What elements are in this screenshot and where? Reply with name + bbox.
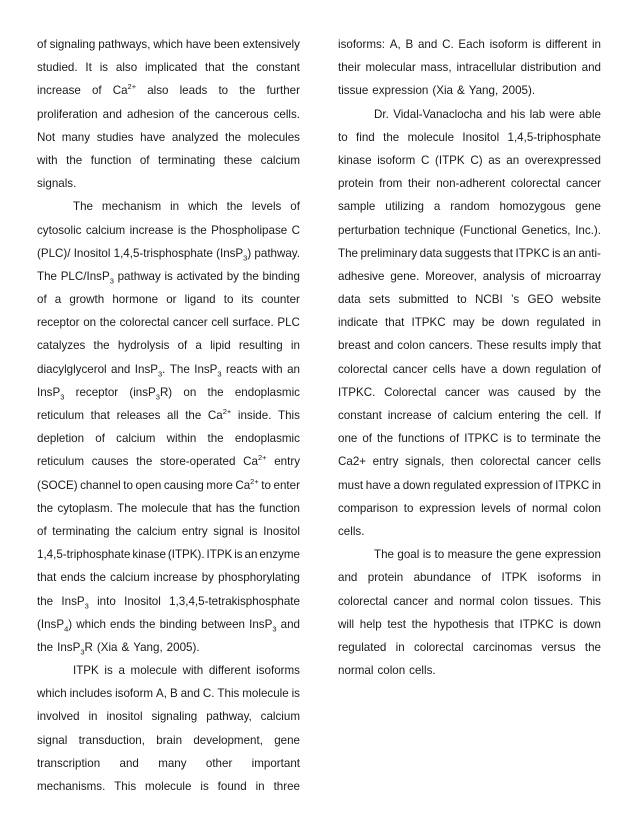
text-line: their molecular mass, intracellular distribution and [338, 61, 601, 75]
text-line: the InsP$_3$R (Xia & Yang, 2005). [37, 640, 200, 657]
text-line: data sets submitted to NCBI ’s GEO website [338, 293, 601, 307]
text-line: of signaling pathways, which have been extensively [37, 38, 300, 51]
text-line: studied. It is also implicated that the constant [37, 61, 300, 75]
text-line: signals. [37, 177, 77, 191]
text-line: reticulum causes the store-operated $Ca^{2+}$ entry [37, 453, 300, 469]
text-line: colorectal cancer cells have a down regulation of [338, 362, 601, 376]
text-line: the cytoplasm. The molecule that has the function [37, 501, 300, 515]
text-line: comparison to expression levels of normal colon [338, 501, 601, 515]
text-line: (InsP$_4$) which ends the binding between InsP$_3$ and [37, 617, 300, 633]
text-line: The mechanism in which the levels of [73, 200, 300, 214]
text-line: protein from their non-adherent colorectal cancer [338, 177, 601, 191]
text-line: breast and colon cancers. These results imply that [338, 339, 601, 353]
text-line: depletion of calcium within the endoplasmic [37, 432, 300, 446]
text-line: will help test the hypothesis that ITPKC is down [338, 617, 601, 631]
text-line: transcription and many other important [37, 756, 300, 770]
text-line: 1,4,5-triphosphate kinase (ITPK). ITPK is an enzyme [37, 548, 300, 562]
text-line: of a growth hormone or ligand to its counter [37, 293, 300, 307]
right-column [338, 33, 601, 682]
text-line: reticulum that releases all the $Ca^{2+}$ inside. This [37, 407, 300, 422]
text-line: signal transduction, brain development, gene [37, 733, 300, 747]
text-line: one of the functions of ITPKC is to terminate the [338, 432, 601, 446]
text-line: ITPK is a molecule with different isoforms [73, 664, 300, 678]
text-line: InsP$_3$ receptor (insP$_3$R) on the endoplasmic [37, 385, 300, 402]
left-column [37, 33, 300, 798]
text-line: (PLC)/ Inositol 1,4,5-trisphosphate (InsP$_3$) pathway. [37, 246, 300, 262]
text-line: kinase isoform C (ITPK C) as an overexpressed [338, 153, 601, 167]
text-line: normal colon cells. [338, 664, 436, 678]
text-line: The preliminary data suggests that ITPKC is an anti- [338, 246, 601, 260]
text-line: The PLC/InsP$_3$ pathway is activated by the binding [37, 269, 300, 286]
text-line: of terminating the calcium entry signal is Inositol [37, 524, 300, 538]
text-line: mechanisms. This molecule is found in three [37, 780, 300, 793]
text-line: the InsP$_3$ into Inositol 1,3,4,5-tetrakisphosphate [37, 594, 300, 610]
text-line: with the function of terminating these calcium [37, 153, 300, 167]
text-line: perturbation technique (Functional Genetics, Inc.). [338, 223, 601, 237]
text-line: adhesive gene. Moreover, analysis of microarray [338, 269, 601, 283]
text-line: receptor on the colorectal cancer cell surface. PLC [37, 316, 300, 330]
text-line: that ends the calcium increase by phosphorylating [37, 571, 300, 585]
text-line: must have a down regulated expression of ITPKC in [338, 478, 601, 492]
text-line: Ca2+ entry signals, then colorectal cancer cells [338, 455, 601, 469]
text-line: which includes isoform A, B and C. This molecule is [37, 687, 300, 701]
text-line: Not many studies have analyzed the molecules [37, 130, 300, 144]
text-line: cytosolic calcium increase is the Phospholipase C [37, 223, 300, 237]
text-line: constant increase of calcium entering the cell. If [338, 409, 601, 422]
text-line: ITPKC. Colorectal cancer was caused by the [338, 385, 601, 399]
text-line: to find the molecule Inositol 1,4,5-triphosphate [338, 130, 601, 144]
text-line: diacylglycerol and InsP$_3$. The InsP$_3$ reacts with an [37, 362, 300, 378]
text-line: sample utilizing a random homozygous gene [338, 200, 601, 214]
text-line: indicate that ITPKC may be down regulated in [338, 316, 601, 330]
text-line: involved in inositol signaling pathway, calcium [37, 710, 300, 724]
text-line: Dr. Vidal-Vanaclocha and his lab were able [374, 107, 601, 121]
text-line: tissue expression (Xia & Yang, 2005). [338, 84, 536, 98]
text-line: colorectal cancer and normal colon tissues. This [338, 594, 601, 608]
text-line: proliferation and adhesion of the cancerous cells. [37, 107, 300, 121]
text-line: isoforms: A, B and C. Each isoform is different in [338, 38, 601, 51]
text-line: The goal is to measure the gene expression [374, 548, 601, 562]
text-line: catalyzes the hydrolysis of a lipid resulting in [37, 339, 300, 353]
text-line: (SOCE) channel to open causing more $Ca^{2+}$ to enter [37, 476, 300, 492]
text-line: regulated in colorectal carcinomas versus the [338, 640, 601, 654]
text-line: cells. [338, 524, 365, 538]
text-line: increase of $Ca^{2+}$ also leads to the further [37, 82, 300, 98]
text-line: and protein abundance of ITPK isoforms in [338, 571, 601, 585]
